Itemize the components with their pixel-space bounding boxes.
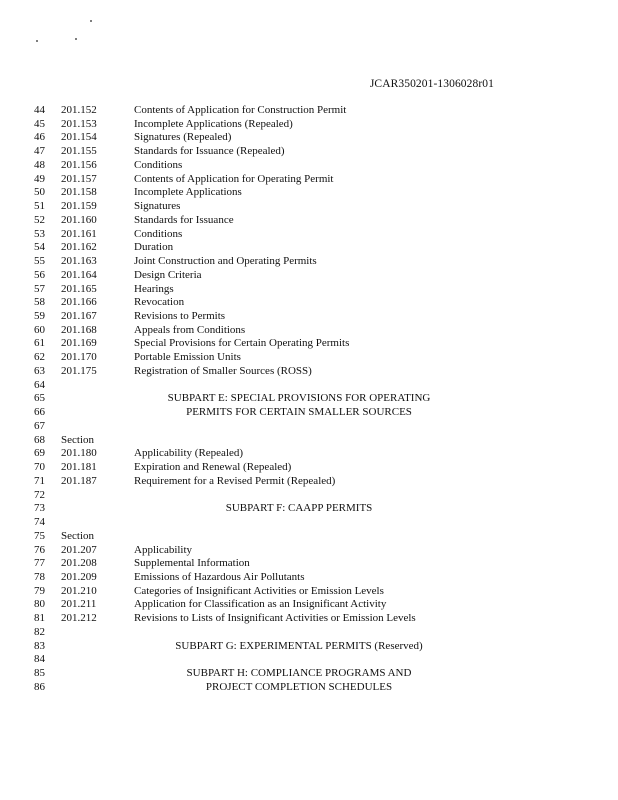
section-number: 201.169 [61, 337, 97, 350]
document-line [0, 557, 618, 571]
section-title: Contents of Application for Operating Permit [134, 172, 334, 185]
document-line [0, 640, 618, 654]
document-line [0, 392, 618, 406]
section-title: Hearings [134, 282, 174, 295]
section-number: 201.187 [61, 474, 97, 487]
line-number: 68 [34, 433, 45, 446]
document-line [0, 104, 618, 118]
document-line [0, 489, 618, 503]
section-number: 201.158 [61, 186, 97, 199]
document-line [0, 145, 618, 159]
section-number: 201.162 [61, 241, 97, 254]
line-number: 64 [34, 378, 45, 391]
document-line [0, 214, 618, 228]
line-number: 72 [34, 488, 45, 501]
line-number: 55 [34, 255, 45, 268]
section-title: Signatures (Repealed) [134, 131, 232, 144]
subpart-heading: SUBPART G: EXPERIMENTAL PERMITS (Reserved) [175, 639, 423, 652]
line-number: 80 [34, 598, 45, 611]
section-title: Design Criteria [134, 268, 202, 281]
line-number: 82 [34, 625, 45, 638]
line-number: 70 [34, 461, 45, 474]
section-title: Applicability (Repealed) [134, 447, 244, 460]
section-title: Applicability [134, 543, 193, 556]
document-line [0, 544, 618, 558]
section-number: 201.180 [61, 447, 97, 460]
line-number: 44 [34, 104, 45, 116]
document-line [0, 667, 618, 681]
section-number: 201.160 [61, 213, 97, 226]
document-line [0, 571, 618, 585]
line-number: 53 [34, 227, 45, 240]
line-number: 76 [34, 543, 45, 556]
document-line [0, 406, 618, 420]
section-title: Special Provisions for Certain Operating Permits [134, 337, 350, 350]
document-line [0, 681, 618, 695]
section-number: 201.164 [61, 268, 97, 281]
subpart-heading: PROJECT COMPLETION SCHEDULES [205, 680, 393, 693]
document-line [0, 420, 618, 434]
line-number: 63 [34, 364, 45, 377]
document-line [0, 186, 618, 200]
document-line [0, 324, 618, 338]
line-number: 51 [34, 200, 45, 213]
document-id: JCAR350201-1306028r01 [369, 78, 494, 90]
section-title: Conditions [134, 227, 183, 240]
line-number: 67 [34, 419, 45, 432]
document-line [0, 365, 618, 379]
subpart-heading: PERMITS FOR CERTAIN SMALLER SOURCES [186, 406, 412, 419]
section-title: Revocation [134, 296, 185, 309]
section-number: 201.168 [61, 323, 97, 336]
section-number: 201.166 [61, 296, 97, 309]
line-number: 62 [34, 351, 45, 364]
line-number: 58 [34, 296, 45, 309]
document-line [0, 159, 618, 173]
section-title: Registration of Smaller Sources (ROSS) [134, 364, 312, 377]
section-number: 201.211 [61, 598, 97, 611]
document-line [0, 296, 618, 310]
document-line [0, 228, 618, 242]
line-number: 79 [34, 584, 45, 597]
line-number: 83 [34, 639, 45, 652]
document-line [0, 626, 618, 640]
section-number: 201.157 [61, 172, 97, 185]
section-title: Application for Classification as an Insignificant Activity [134, 598, 387, 611]
document-line [0, 653, 618, 667]
line-number: 50 [34, 186, 45, 199]
document-line [0, 351, 618, 365]
section-title: Duration [134, 241, 174, 254]
document-line [0, 530, 618, 544]
section-title: Categories of Insignificant Activities or Emission Levels [134, 584, 384, 597]
section-number: 201.155 [61, 145, 97, 158]
scan-speck [90, 20, 92, 22]
document-line [0, 283, 618, 297]
line-number: 49 [34, 172, 45, 185]
document-line [0, 585, 618, 599]
section-title: Contents of Application for Construction Permit [134, 104, 347, 116]
document-line [0, 598, 618, 612]
line-number: 57 [34, 282, 45, 295]
section-number: 201.159 [61, 200, 97, 213]
document-line [0, 475, 618, 489]
section-title: Incomplete Applications (Repealed) [134, 117, 293, 130]
section-number: 201.170 [61, 351, 97, 364]
section-number: 201.161 [61, 227, 97, 240]
section-number: 201.152 [61, 104, 97, 116]
section-title: Standards for Issuance (Repealed) [134, 145, 285, 158]
line-number: 74 [34, 516, 45, 529]
section-title: Revisions to Lists of Insignificant Activities or Emission Levels [134, 612, 416, 625]
section-title: Emissions of Hazardous Air Pollutants [134, 570, 305, 583]
scan-speck [36, 40, 38, 42]
section-title: Supplemental Information [134, 557, 250, 570]
line-number: 69 [34, 447, 45, 460]
document-line [0, 461, 618, 475]
line-number: 60 [34, 323, 45, 336]
section-number: 201.210 [61, 584, 97, 597]
section-label: Section [61, 433, 94, 446]
section-number: 201.156 [61, 158, 97, 171]
line-number: 86 [34, 680, 45, 693]
section-title: Standards for Issuance [134, 213, 234, 226]
section-label: Section [61, 529, 94, 542]
line-number: 75 [34, 529, 45, 542]
document-line [0, 516, 618, 530]
line-number: 73 [34, 502, 45, 515]
section-number: 201.153 [61, 117, 97, 130]
line-number: 71 [34, 474, 45, 487]
section-title: Requirement for a Revised Permit (Repealed) [134, 474, 336, 487]
line-number: 52 [34, 213, 45, 226]
line-number: 46 [34, 131, 45, 144]
line-number: 77 [34, 557, 45, 570]
document-line [0, 502, 618, 516]
section-title: Incomplete Applications [134, 186, 242, 199]
section-title: Portable Emission Units [134, 351, 241, 364]
section-number: 201.163 [61, 255, 97, 268]
document-line [0, 255, 618, 269]
line-number: 47 [34, 145, 45, 158]
line-number: 84 [34, 653, 45, 666]
line-number: 56 [34, 268, 45, 281]
section-number: 201.209 [61, 570, 97, 583]
section-number: 201.167 [61, 310, 97, 323]
line-number: 66 [34, 406, 45, 419]
line-number: 59 [34, 310, 45, 323]
document-line [0, 173, 618, 187]
document-line [0, 131, 618, 145]
line-number: 61 [34, 337, 45, 350]
section-title: Appeals from Conditions [134, 323, 246, 336]
subpart-heading: SUBPART H: COMPLIANCE PROGRAMS AND [186, 667, 412, 680]
line-number: 65 [34, 392, 45, 405]
section-number: 201.154 [61, 131, 97, 144]
document-line [0, 447, 618, 461]
section-number: 201.165 [61, 282, 97, 295]
subpart-heading: SUBPART F: CAAPP PERMITS [225, 502, 373, 515]
line-number: 45 [34, 117, 45, 130]
scan-speck [75, 38, 77, 40]
section-title: Conditions [134, 158, 183, 171]
section-number: 201.181 [61, 461, 97, 474]
document-line [0, 379, 618, 393]
section-title: Revisions to Permits [134, 310, 226, 323]
document-line [0, 241, 618, 255]
section-number: 201.212 [61, 612, 97, 625]
section-title: Expiration and Renewal (Repealed) [134, 461, 292, 474]
section-number: 201.175 [61, 364, 97, 377]
numbered-lines [0, 104, 618, 695]
line-number: 81 [34, 612, 45, 625]
line-number: 78 [34, 570, 45, 583]
document-line [0, 118, 618, 132]
section-number: 201.207 [61, 543, 97, 556]
document-line [0, 612, 618, 626]
document-line [0, 269, 618, 283]
line-number: 54 [34, 241, 45, 254]
line-number: 85 [34, 667, 45, 680]
section-number: 201.208 [61, 557, 97, 570]
document-line [0, 434, 618, 448]
document-line [0, 337, 618, 351]
document-line [0, 310, 618, 324]
section-title: Joint Construction and Operating Permits [134, 255, 317, 268]
subpart-heading: SUBPART E: SPECIAL PROVISIONS FOR OPERATING [167, 392, 431, 405]
line-number: 48 [34, 158, 45, 171]
section-title: Signatures [134, 200, 181, 213]
document-line [0, 200, 618, 214]
